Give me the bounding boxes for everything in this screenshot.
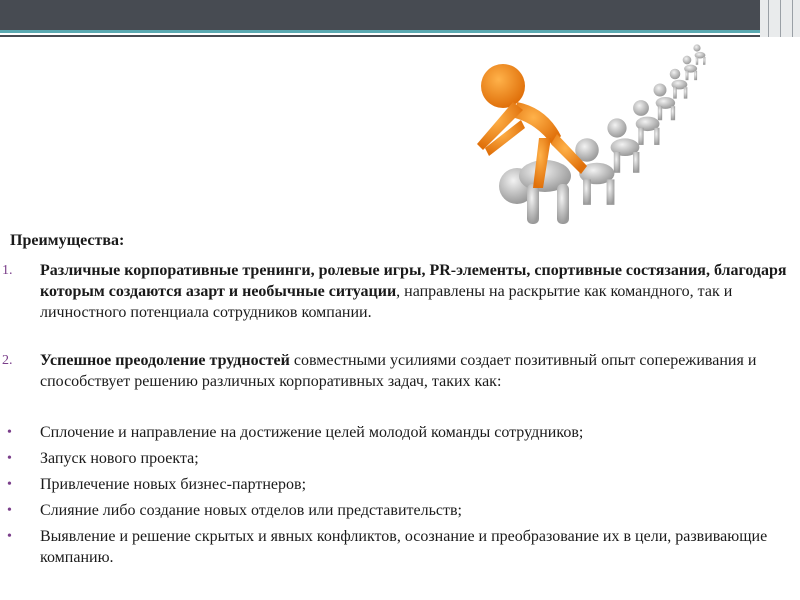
bullet-item: [0, 448, 790, 469]
bullet-icon: •: [7, 477, 12, 492]
bullet-text: Слияние либо создание новых отделов или представительств;: [40, 502, 462, 519]
list-number: 1.: [2, 263, 13, 278]
bullet-item: [0, 474, 790, 495]
grey-figure-icon: [575, 44, 705, 204]
front-grey-figure-icon: [499, 160, 571, 224]
bullet-item: [0, 500, 790, 521]
bullet-icon: •: [7, 529, 12, 544]
leapfrog-illustration: [465, 38, 735, 228]
numbered-item-2: [0, 350, 790, 392]
item-2-bold-text: Успешное преодоление трудностей: [40, 352, 290, 369]
top-accent-line: [0, 30, 800, 33]
item-1-bold-text: Различные корпоративные тренинги, ролевые игры, PR-элементы, спортивные состязания, благодаря которым создаются азарт и необычные ситуации: [40, 262, 787, 300]
bullet-item: [0, 422, 790, 443]
bullet-text: Сплочение и направление на достижение целей молодой команды сотрудников;: [40, 424, 584, 441]
list-number: 2.: [2, 353, 13, 368]
item-2-text: совместными усилиями создает позитивный опыт сопереживания и способствует решению различных корпоративных задач, таких как:: [40, 352, 757, 390]
bullet-text: Выявление и решение скрытых и явных конфликтов, осознание и преобразование их в цели, развивающие компанию.: [40, 528, 768, 566]
bullet-icon: •: [7, 503, 12, 518]
bullet-text: Запуск нового проекта;: [40, 450, 199, 467]
numbered-item-1: [0, 260, 790, 323]
top-bar: [0, 0, 800, 30]
bullet-text: Привлечение новых бизнес-партнеров;: [40, 476, 307, 493]
corner-decoration: [760, 0, 800, 37]
bullet-icon: •: [7, 425, 12, 440]
top-divider-line: [0, 35, 800, 37]
item-1-text: , направлены на раскрытие как командного, так и личностного потенциала сотрудников компании.: [40, 283, 733, 321]
advantages-heading: Преимущества:: [10, 232, 125, 249]
bullet-icon: •: [7, 451, 12, 466]
bullet-item: [0, 526, 790, 568]
